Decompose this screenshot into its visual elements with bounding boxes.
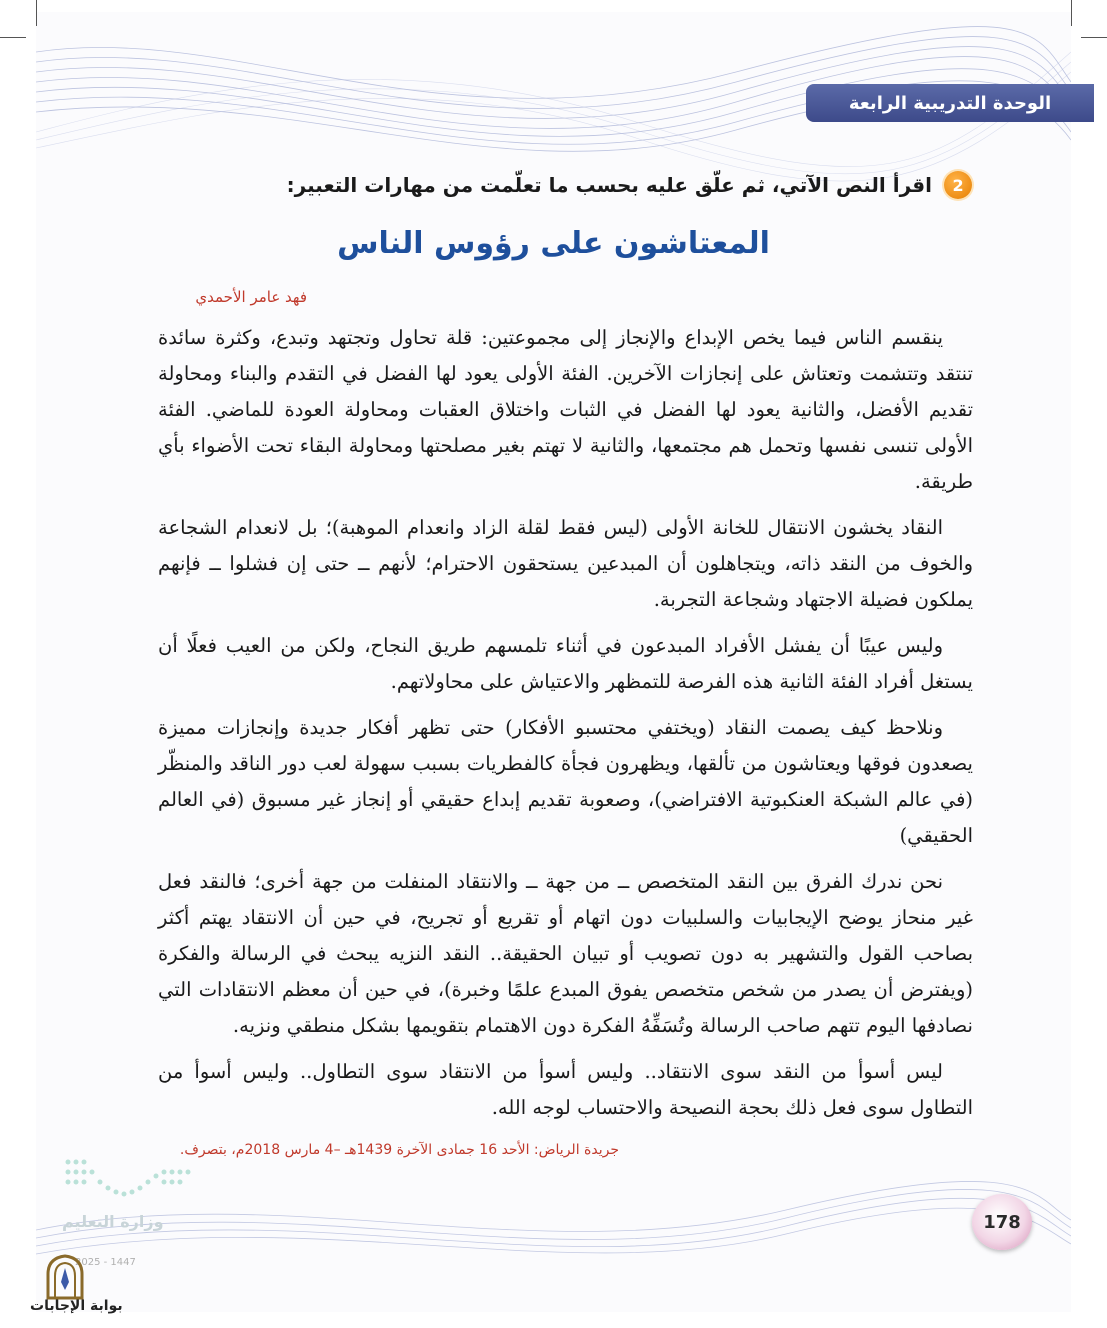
crop-mark (36, 0, 37, 26)
ministry-logo-icon (60, 1150, 200, 1210)
portal-logo-text: بوابة الإجابات (30, 1298, 123, 1314)
crop-mark (1071, 0, 1072, 26)
article-paragraph: النقاد يخشون الانتقال للخانة الأولى (ليس فقط لقلة الزاد وانعدام الموهبة)؛ بل لانعدام الشجاعة والخوف من النقد ذاته، ويتجاهلون أن المبدعين يستحقون الاحترام؛ لأنهم ــ حتى إن فشلوا ــ فإنهم يملكون فضيلة الاجتهاد وشجاعة التجربة. (158, 516, 973, 611)
page-number: 178 (972, 1194, 1032, 1250)
portal-logo-icon (44, 1254, 86, 1300)
article-source: جريدة الرياض: الأحد 16 جمادى الآخرة 1439هـ –4 مارس 2018م، بتصرف. (179, 1142, 619, 1158)
article-paragraph: ليس أسوأ من النقد سوى الانتقاد.. وليس أسوأ من الانتقاد سوى التطاول.. وليس أسوأ من التطاول سوى فعل ذلك بحجة النصيحة والاحتساب لوجه الله. (158, 1060, 973, 1119)
article-body (158, 320, 973, 1136)
article-paragraph: ونلاحظ كيف يصمت النقاد (ويختفي محتسبو الأفكار) حتى تظهر أفكار جديدة وإنجازات مميزة يصعدون فوقها ويعتاشون من تألقها، ويظهرون فجأة كالفطريات بسبب سهولة لعب دور الناقد والمنظّر (في عالم الشبكة العنكبوتية الافتراضي)، وصعوبة تقديم إبداع حقيقي أو إنجاز غير مسبوق (في العالم الحقيقي) (158, 716, 973, 847)
question-instruction: اقرأ النص الآتي، ثم علّق عليه بحسب ما تعلّمت من مهارات التعبير: (286, 173, 932, 197)
article-paragraph: نحن ندرك الفرق بين النقد المتخصص ــ من جهة ــ والانتقاد المنفلت من جهة أخرى؛ فالنقد فعل غير منحاز يوضح الإيجابيات والسلبيات دون اتهام أو تقريع أو تجريح، في حين أن الانتقاد يهتم أكثر بصاحب القول والتشهير به دون تصويب أو تبيان الحقيقة.. النقد النزيه يبحث في الرسالة والفكرة (ويفترض أن يصدر من شخص متخصص يفوق المبدع علمًا وخبرة)، في حين أن معظم الانتقادات التي نصادفها اليوم تتهم صاحب الرسالة وتُسَفِّهُ الفكرة دون الاهتمام بتقويمها بشكل منطقي ونزيه. (158, 870, 973, 1037)
article-paragraph: ينقسم الناس فيما يخص الإبداع والإنجاز إلى مجموعتين: قلة تحاول وتجتهد وتبدع، وكثرة سائدة تنتقد وتتشمت وتعتاش على إنجازات الآخرين. الفئة الأولى يعود لها الفضل في التقدم والبناء ومحاولة تقديم الأفضل، والثانية يعود لها الفضل في الثبات واختلاق العقبات ومحاولة العودة للماضي. الفئة الأولى تنسى نفسها وتحمل هم مجتمعها، والثانية لا تهتم بغير مصلحتها ومحاولة البقاء تحت الأضواء بأي طريقة. (158, 326, 973, 493)
question-number-badge: 2 (944, 171, 972, 199)
crop-mark (1081, 37, 1107, 38)
crop-mark (0, 37, 26, 38)
article-author: فهد عامر الأحمدي (195, 288, 307, 306)
unit-title-tab: الوحدة التدريبية الرابعة (806, 84, 1094, 122)
article-title: المعتاشون على رؤوس الناس (337, 226, 770, 261)
question-row (287, 168, 972, 202)
ministry-logo-text: وزارة التعليم (62, 1212, 164, 1231)
article-paragraph: وليس عيبًا أن يفشل الأفراد المبدعون في أثناء تلمسهم طريق النجاح، ولكن من العيب فعلًا أن يستغل أفراد الفئة الثانية هذه الفرصة للتمظهر والاعتياش على محاولاتهم. (158, 634, 973, 693)
edition-year: 2025 - 1447 (75, 1257, 136, 1268)
